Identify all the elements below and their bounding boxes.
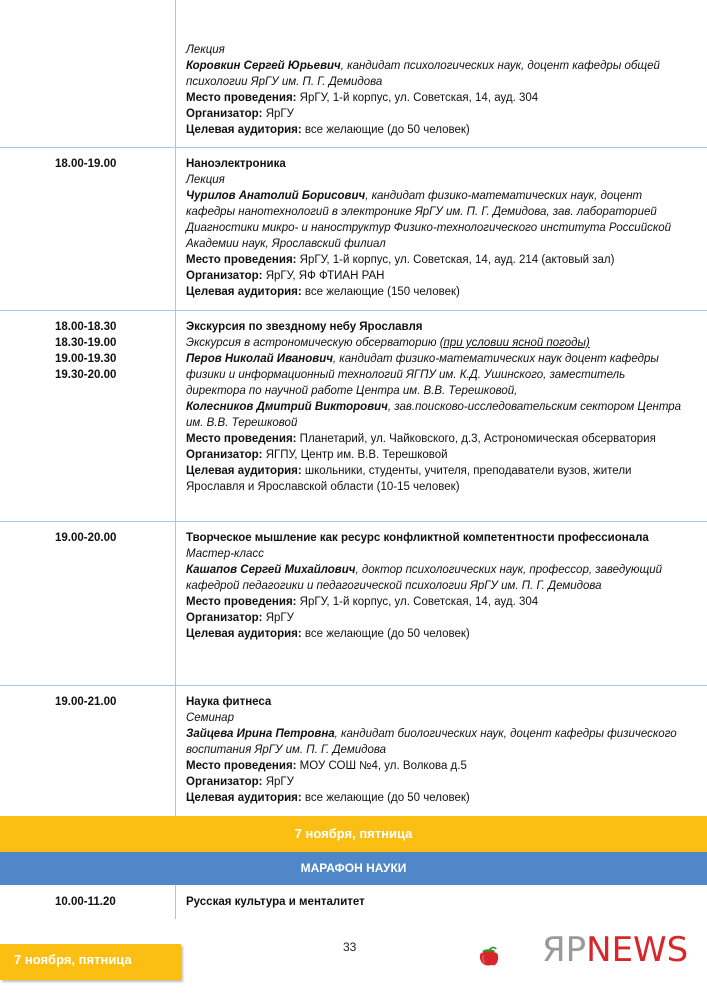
event-time: 19.00-19.30 [55, 353, 117, 365]
audience-value: школьники, студенты, учителя, преподаватели вузов, жители Ярославля и Ярославской области (10-15 человек) [186, 465, 632, 493]
event-cell [176, 0, 707, 147]
venue-label: Место проведения: [186, 254, 297, 266]
organizer-line [186, 774, 687, 790]
speaker [186, 351, 687, 399]
speaker-desc: , кандидат психологических наук, доцент кафедры общей психологии ЯрГУ им. П. Г. Демидова [186, 60, 660, 88]
speaker-desc: , зав.поисково-исследовательским сектором Центра им. В.В. Терешковой [186, 401, 682, 429]
organizer-label: Организатор: [186, 776, 263, 788]
event-cell [176, 522, 707, 685]
organizer-value: ЯрГУ, ЯФ ФТИАН РАН [262, 270, 385, 282]
event-cell [176, 885, 707, 919]
event-kind-text: Экскурсия в астрономическую обсерваторию [186, 337, 440, 349]
speaker-desc: , кандидат физико-математических наук, доцент кафедры нанотехнологий в электронике ЯрГУ им. П. Г. Демидова, зав. лабораторией Диагностики микро- и наноструктур Физико-технологического института Российской Академии наук, Ярославский филиал [186, 190, 672, 250]
speaker-desc: , кандидат биологических наук, доцент кафедры физического воспитания ЯрГУ им. П. Г. Демидова [186, 728, 677, 756]
event-time: 19.00-21.00 [55, 696, 117, 708]
speaker-name: Чурилов Анатолий Борисович [186, 190, 366, 202]
audience-label: Целевая аудитория: [186, 628, 302, 640]
speaker [186, 562, 687, 594]
event-time: 19.00-20.00 [55, 532, 117, 544]
venue-label: Место проведения: [186, 596, 297, 608]
speaker-desc: , кандидат физико-математических наук доцент кафедры физики и информационный технологий ЯГПУ им. К.Д. Ушинского, заместитель директора по научной работе Центра им. В.В. Терешковой, [186, 353, 659, 397]
venue-line [186, 90, 687, 106]
speaker-name: Перов Николай Иванович [186, 353, 333, 365]
organizer-value: ЯрГУ [262, 776, 294, 788]
speaker [186, 188, 687, 252]
audience-value: все желающие (до 50 человек) [301, 124, 470, 136]
organizer-label: Организатор: [186, 108, 263, 120]
event-title: Творческое мышление как ресурс конфликтной компетентности профессионала [186, 532, 649, 544]
event-title: Русская культура и менталитет [186, 896, 365, 908]
audience-value: все желающие (до 50 человек) [301, 792, 470, 804]
logo-prefix: ЯР [542, 930, 587, 970]
event-cell [176, 686, 707, 816]
venue-value: МОУ СОШ №4, ул. Волкова д.5 [296, 760, 467, 772]
day-band: 7 ноября, пятница [0, 816, 707, 852]
audience-label: Целевая аудитория: [186, 124, 302, 136]
event-title: Экскурсия по звездному небу Ярославля [186, 321, 423, 333]
audience-line [186, 463, 687, 495]
schedule-row [0, 522, 707, 686]
venue-line [186, 758, 687, 774]
venue-line [186, 594, 687, 610]
audience-value: все желающие (150 человек) [301, 286, 460, 298]
venue-label: Место проведения: [186, 92, 297, 104]
schedule-row [0, 148, 707, 311]
audience-value: все желающие (до 50 человек) [301, 628, 470, 640]
weather-note: (при условии ясной погоды) [439, 337, 590, 349]
venue-value: ЯрГУ, 1-й корпус, ул. Советская, 14, ауд. 304 [296, 92, 539, 104]
event-title: Наноэлектроника [186, 158, 286, 170]
yarnews-logo [542, 930, 688, 970]
audience-line [186, 122, 687, 138]
time-cell [0, 522, 176, 685]
audience-line [186, 626, 687, 642]
page-number: 33 [343, 940, 357, 954]
speaker-desc: , доктор психологических наук, профессор, заведующий кафедрой педагогики и педагогической психологии ЯрГУ им. П. Г. Демидова [186, 564, 663, 592]
organizer-label: Организатор: [186, 449, 263, 461]
event-cell [176, 148, 707, 310]
footer-day-tab: 7 ноября, пятница [0, 944, 181, 980]
event-time: 10.00-11.20 [55, 896, 116, 908]
time-cell [0, 885, 176, 919]
time-cell [0, 148, 176, 310]
venue-line [186, 252, 687, 268]
organizer-line [186, 106, 687, 122]
time-cell [0, 686, 176, 816]
event-kind [186, 335, 687, 351]
schedule-row [0, 0, 707, 148]
schedule-row [0, 311, 707, 522]
organizer-value: ЯрГУ [262, 108, 294, 120]
audience-label: Целевая аудитория: [186, 465, 302, 477]
venue-label: Место проведения: [186, 433, 297, 445]
event-kind: Лекция [186, 174, 225, 186]
pepper-icon [478, 925, 542, 987]
speaker-name: Коровкин Сергей Юрьевич [186, 60, 341, 72]
venue-value: ЯрГУ, 1-й корпус, ул. Советская, 14, ауд. 214 (актовый зал) [296, 254, 615, 266]
schedule-row [0, 686, 707, 816]
venue-value: ЯрГУ, 1-й корпус, ул. Советская, 14, ауд. 304 [296, 596, 539, 608]
event-title: Наука фитнеса [186, 696, 272, 708]
organizer-value: ЯГПУ, Центр им. В.В. Терешковой [262, 449, 448, 461]
speaker [186, 726, 687, 758]
organizer-line [186, 610, 687, 626]
venue-label: Место проведения: [186, 760, 297, 772]
speaker [186, 399, 687, 431]
event-time: 18.00-18.30 [55, 321, 117, 333]
speaker [186, 58, 687, 90]
time-cell [0, 311, 176, 521]
venue-value: Планетарий, ул. Чайковского, д.3, Астрономическая обсерватория [296, 433, 656, 445]
venue-line [186, 431, 687, 447]
organizer-line [186, 268, 687, 284]
event-kind: Семинар [186, 712, 234, 724]
time-cell [0, 0, 176, 147]
organizer-label: Организатор: [186, 612, 263, 624]
event-time: 19.30-20.00 [55, 369, 117, 381]
audience-line [186, 790, 687, 806]
organizer-line [186, 447, 687, 463]
event-kind: Мастер-класс [186, 548, 264, 560]
organizer-value: ЯрГУ [262, 612, 294, 624]
audience-label: Целевая аудитория: [186, 286, 302, 298]
event-time: 18.30-19.00 [55, 337, 117, 349]
event-time: 18.00-19.00 [55, 158, 117, 170]
speaker-name: Колесников Дмитрий Викторович [186, 401, 388, 413]
schedule-row [0, 885, 707, 919]
organizer-label: Организатор: [186, 270, 263, 282]
speaker-name: Кашапов Сергей Михайлович [186, 564, 356, 576]
marathon-band: МАРАФОН НАУКИ [0, 852, 707, 885]
speaker-name: Зайцева Ирина Петровна [186, 728, 335, 740]
event-cell [176, 311, 707, 521]
audience-line [186, 284, 687, 300]
logo-suffix: NEWS [586, 930, 689, 970]
event-kind: Лекция [186, 44, 225, 56]
audience-label: Целевая аудитория: [186, 792, 302, 804]
